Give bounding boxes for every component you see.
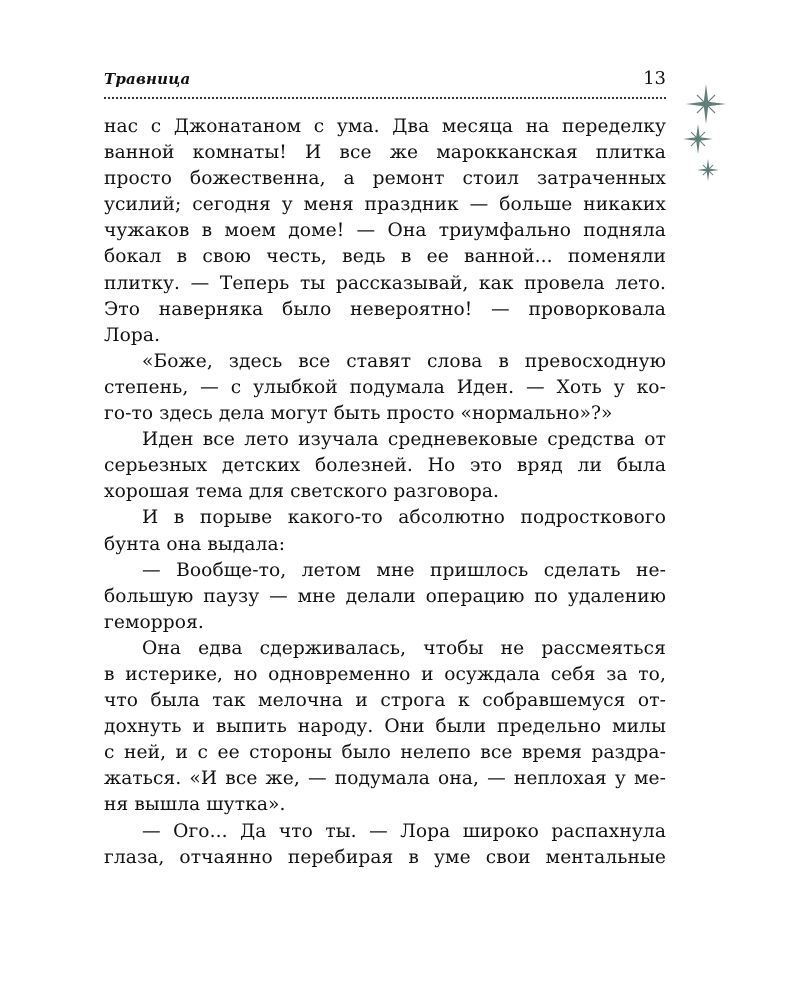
text-line: Иден все лето изучала средневековые средства от	[142, 429, 666, 451]
text-line: нас с Джонатаном с ума. Два месяца на переделку	[104, 116, 666, 137]
text-line: просто божественна, а ремонт стоил затраченных	[104, 168, 666, 190]
text-line: ня вышла шутка».	[104, 794, 286, 816]
text-line: большую паузу — мне делали операцию по удалению	[104, 585, 666, 607]
text-line: Она едва сдерживалась, чтобы не рассмеяться	[142, 637, 666, 659]
text-line: геморроя.	[104, 611, 204, 633]
text-line: го-то здесь дела могут быть просто «нормально»?»	[104, 403, 613, 425]
running-head	[104, 68, 666, 92]
sparkle-large-icon	[686, 84, 726, 124]
text-line: что была так мелочна и строга к собравшемуся от-	[104, 690, 666, 712]
header-dotted-rule	[104, 97, 666, 99]
text-line: «Боже, здесь все ставят слова в превосходную	[142, 350, 666, 372]
body-text	[104, 114, 666, 871]
text-line: усилий; сегодня у меня праздник — больше никаких	[104, 194, 666, 216]
text-line: Это наверняка было невероятно! — проворковала	[104, 298, 666, 320]
text-line: Лора.	[104, 324, 161, 346]
text-line: ванной комнаты! И все же марокканская плитка	[104, 142, 666, 164]
text-line: плитку. — Теперь ты рассказывай, как провела лето.	[104, 272, 666, 294]
text-line: чужаков в моем доме! — Она триумфально подняла	[104, 220, 666, 242]
text-line: степень, — с улыбкой подумала Иден. — Хоть у ко-	[104, 376, 666, 398]
text-line: — Вообще-то, летом мне пришлось сделать не-	[142, 559, 666, 581]
text-line: — Ого... Да что ты. — Лора широко распахнула	[142, 820, 666, 842]
text-line: бокал в свою честь, ведь в ее ванной... поменяли	[104, 246, 666, 268]
page-number: 13	[643, 68, 666, 89]
text-line: серьезных детских болезней. Но это вряд ли была	[104, 455, 666, 477]
text-line: бунта она выдала:	[104, 533, 286, 555]
sparkle-small-icon	[697, 159, 719, 181]
text-line: в истерике, но одновременно и осуждала себя за то,	[104, 663, 666, 685]
sparkle-medium-icon	[683, 124, 713, 154]
text-line: хорошая тема для светского разговора.	[104, 481, 500, 503]
text-line: глаза, отчаянно перебирая в уме свои ментальные	[104, 846, 666, 868]
sparkle-stars-icon	[676, 80, 736, 190]
text-line: И в порыве какого-то абсолютно подросткового	[142, 507, 666, 529]
book-title: Травница	[104, 70, 191, 88]
text-line: с ней, и с ее стороны было нелепо все время раздра-	[104, 742, 666, 764]
text-line: жаться. «И все же, — подумала она, — неплохая у ме-	[104, 768, 666, 790]
text-line: дохнуть и выпить народу. Они были предельно милы	[104, 716, 666, 738]
